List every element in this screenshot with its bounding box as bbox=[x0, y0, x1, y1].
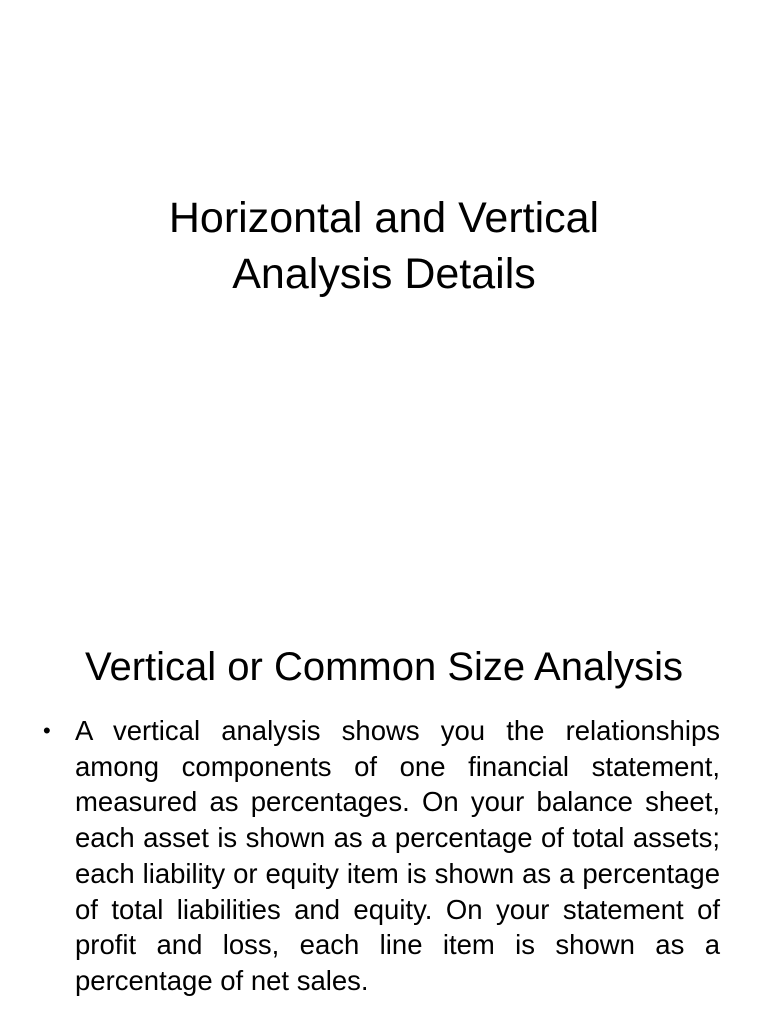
slide-heading: Vertical or Common Size Analysis bbox=[84, 645, 683, 689]
bullet-text: A vertical analysis shows you the relationships among components of one financial statement, measured as percentages. On your balance sheet, each asset is shown as a percentage of total assets; each liability or equity item is shown as a percentage of total liabilities and equity. On your statement of profit and loss, each line item is shown as a percentage of net sales. bbox=[75, 715, 720, 996]
bullet-icon: • bbox=[43, 718, 51, 743]
title-line-1: Horizontal and Vertical bbox=[168, 194, 600, 242]
slide-title-heading bbox=[0, 190, 768, 302]
bullet-list bbox=[0, 713, 768, 999]
title-line-2: Analysis Details bbox=[232, 250, 536, 298]
bullet-item bbox=[43, 713, 720, 999]
slide-vertical-analysis bbox=[0, 600, 768, 1024]
